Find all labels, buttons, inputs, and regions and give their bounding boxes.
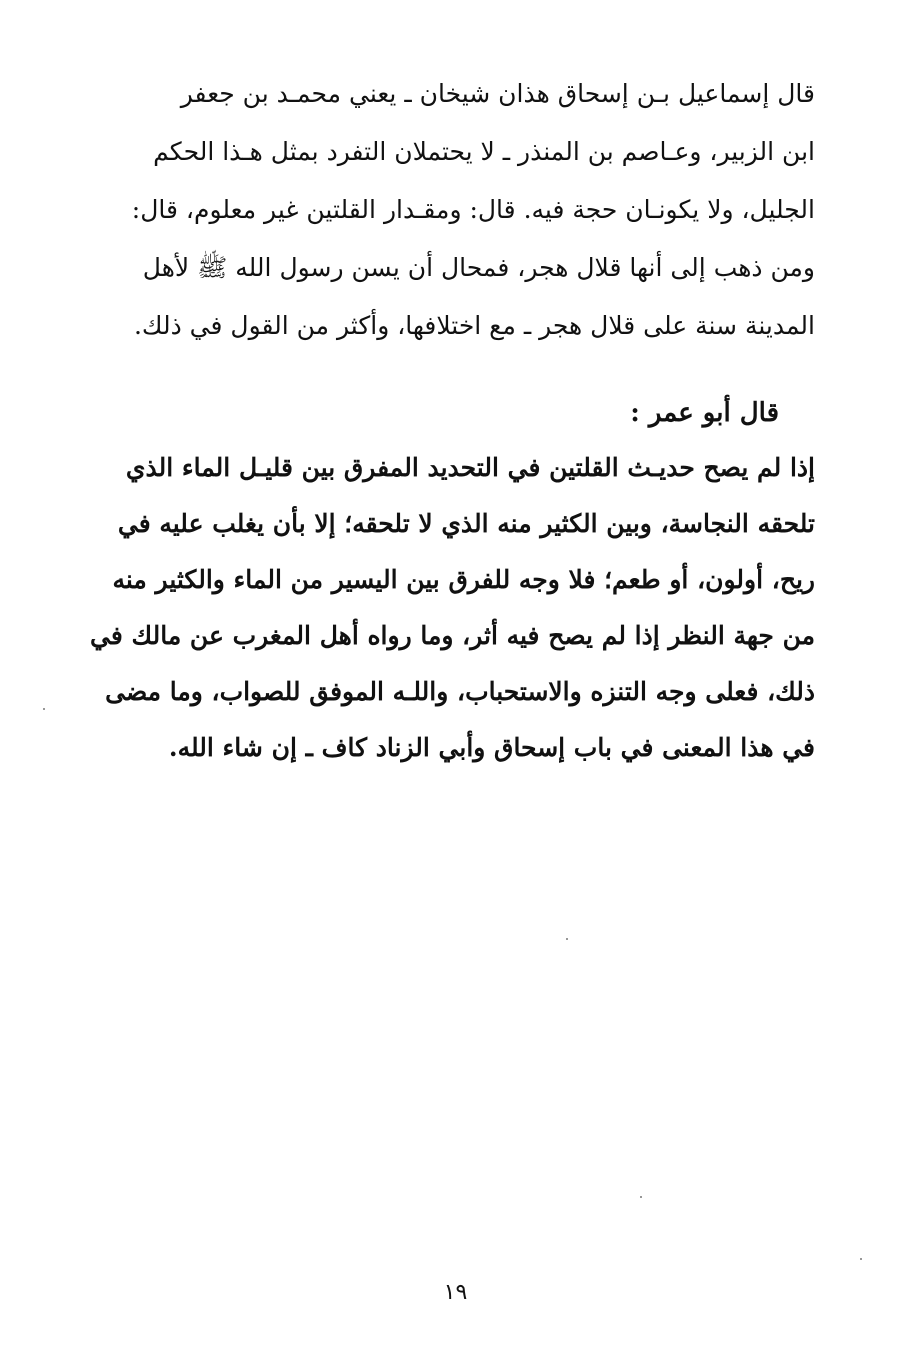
text-line: في هذا المعنى في باب إسحاق وأبي الزناد كاف ـ إن شاء الله.	[168, 733, 815, 762]
scan-speck	[640, 1196, 642, 1198]
page-number: ١٩	[443, 1280, 468, 1305]
text-line: ريح، أولون، أو طعم؛ فلا وجه للفرق بين اليسير من الماء والكثير منه	[112, 565, 815, 594]
text-line: ومن ذهب إلى أنها قلال هجر، فمحال أن يسن رسول الله ﷺ لأهل	[142, 253, 815, 282]
text-line: ابن الزبير، وعـاصم بن المنذر ـ لا يحتملان التفرد بمثل هـذا الحكم	[153, 137, 815, 166]
paragraph-abu-umar	[80, 440, 815, 776]
scan-speck	[43, 708, 45, 710]
section-heading: قال أبو عمر :	[630, 398, 779, 428]
text-line: الجليل، ولا يكونـان حجة فيه. قال: ومقـدار القلتين غير معلوم، قال:	[131, 195, 815, 224]
text-line: ذلك، فعلى وجه التنزه والاستحباب، واللـه الموفق للصواب، وما مضى	[105, 677, 815, 706]
scan-speck	[860, 1258, 862, 1260]
text-line: قال إسماعيل بـن إسحاق هذان شيخان ـ يعني محمـد بن جعفر	[180, 79, 815, 108]
text-line: إذا لم يصح حديـث القلتين في التحديد المفرق بين قليـل الماء الذي	[125, 453, 815, 482]
scan-speck	[566, 938, 568, 940]
text-line: تلحقه النجاسة، وبين الكثير منه الذي لا تلحقه؛ إلا بأن يغلب عليه في	[117, 509, 815, 538]
text-line: من جهة النظر إذا لم يصح فيه أثر، وما رواه أهل المغرب عن مالك في	[90, 621, 815, 650]
paragraph-ismail-quote	[80, 65, 815, 355]
text-line: المدينة سنة على قلال هجر ـ مع اختلافها، وأكثر من القول في ذلك.	[133, 311, 815, 340]
